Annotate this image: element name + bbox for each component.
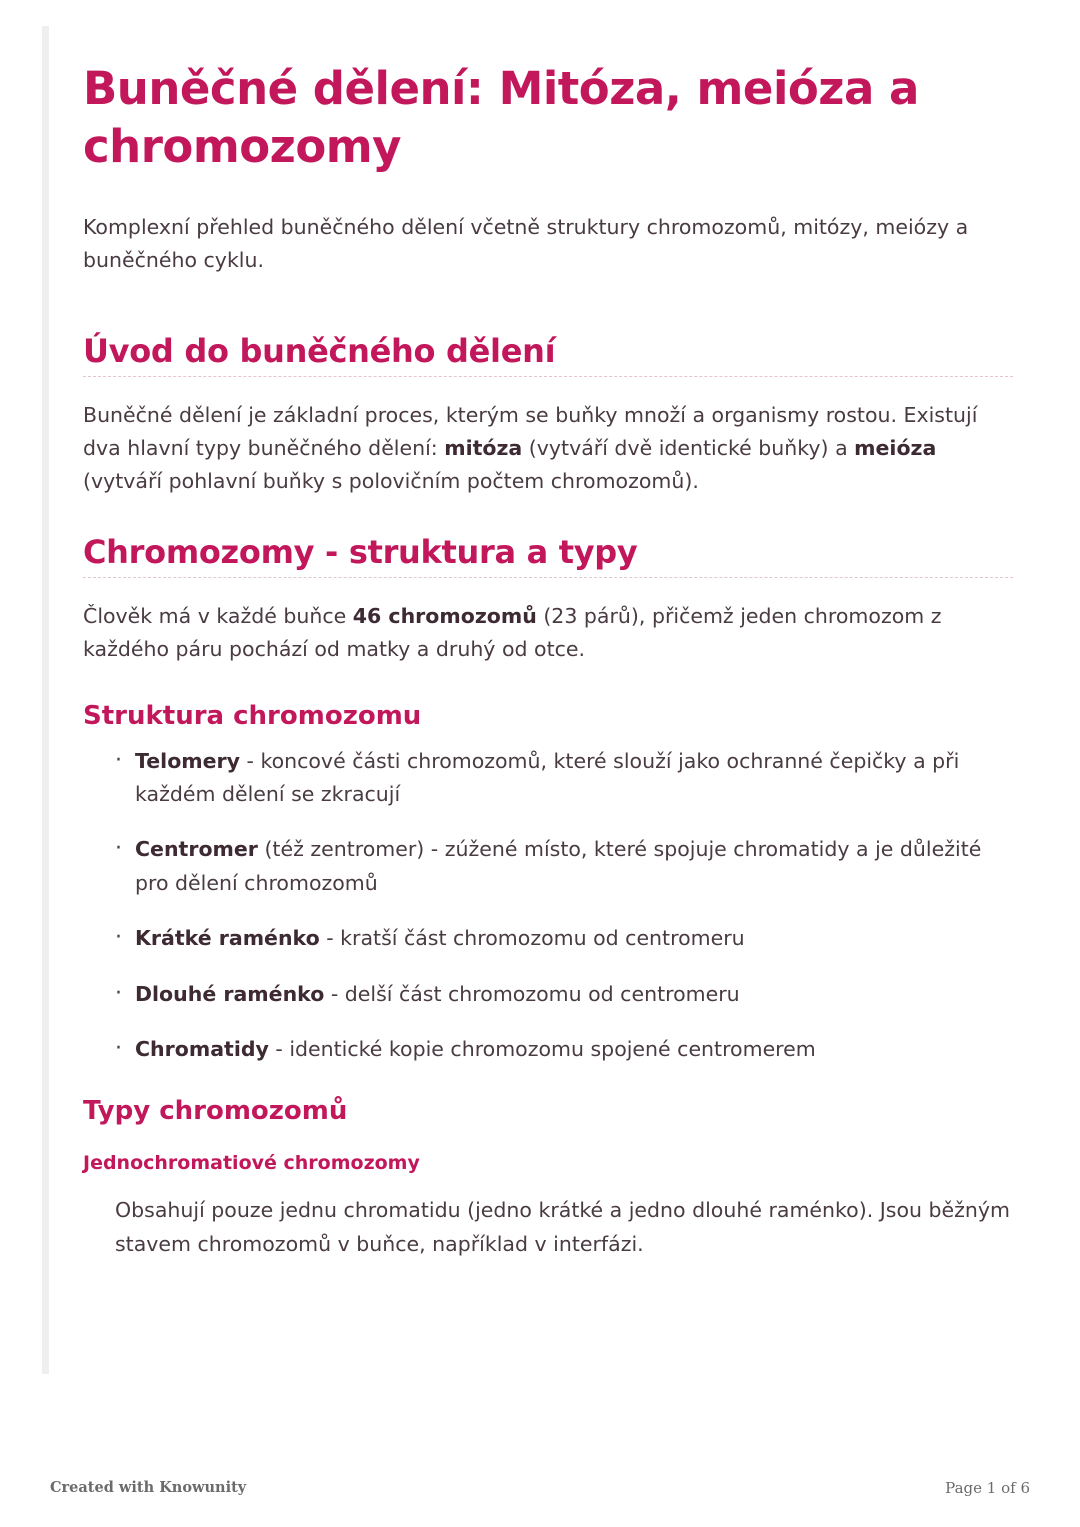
list-item (113, 745, 1013, 812)
document-subtitle: Komplexní přehled buněčného dělení včetně struktury chromozomů, mitózy, meiózy a buněčného cyklu. (83, 215, 969, 273)
subsection-heading-struktura: Struktura chromozomu (83, 700, 422, 731)
text-run: (vytváří pohlavní buňky s polovičním počtem chromozomů). (83, 469, 699, 494)
text-run: (vytváří dvě identické buňky) a (522, 436, 855, 460)
list-item-text: - kratší část chromozomu od centromeru (319, 926, 745, 951)
text-run: Člověk má v každé buňce (83, 603, 353, 628)
minisection-heading-jednochromatiove: Jednochromatiové chromozomy (83, 1152, 420, 1175)
footer-page-number: Page 1 of 6 (945, 1479, 1030, 1497)
section-divider (83, 376, 1013, 377)
document-content (83, 60, 1013, 1261)
list-item-text: - koncové části chromozomů, které slouží jako ochranné čepičky a při každém dělení se zkracují (135, 748, 960, 807)
section-paragraph-chromozomy (83, 600, 1013, 667)
bullet-list-struktura (83, 745, 1013, 1067)
footer-credit: Created with Knowunity (50, 1479, 247, 1496)
list-item (113, 978, 1013, 1011)
list-item-term: Telomery (135, 748, 241, 773)
term-mitoza: mitóza (444, 436, 523, 460)
section-heading-chromozomy: Chromozomy - struktura a typy (83, 532, 638, 571)
minisection-paragraph: Obsahují pouze jednu chromatidu (jedno krátké a jedno dlouhé raménko). Jsou běžným stavem chromozomů v buňce, například v interfázi. (115, 1198, 1011, 1256)
list-item-text: - delší část chromozomu od centromeru (324, 981, 740, 1006)
list-item-term: Chromatidy (135, 1037, 269, 1062)
list-item (113, 1033, 1013, 1066)
list-item-term: Krátké raménko (135, 926, 320, 951)
list-item-text: (též zentromer) - zúžené místo, které spojuje chromatidy a je důležité pro dělení chromozomů (135, 837, 982, 895)
list-item-term: Dlouhé raménko (135, 981, 325, 1006)
text-run: Buněčné dělení je základní proces, kterým se buňky množí a organismy rostou. Existují dva hlavní typy buněčného dělení: (83, 402, 978, 460)
term-46-chromozomu: 46 chromozomů (352, 603, 537, 628)
section-paragraph-uvod (83, 399, 1013, 499)
page-footer (50, 1479, 1030, 1505)
text-run: (23 párů), přičemž jeden chromozom z každého páru pochází od matky a druhý od otce. (83, 603, 942, 662)
page-title: Buněčné dělení: Mitóza, meióza a chromozomy (83, 62, 919, 173)
list-item-text: - identické kopie chromozomu spojené centromerem (268, 1037, 816, 1062)
section-divider (83, 577, 1013, 578)
list-item (113, 922, 1013, 955)
list-item (113, 833, 1013, 900)
section-heading-uvod: Úvod do buněčného dělení (83, 331, 556, 370)
term-meioza: meióza (854, 436, 937, 460)
page-left-rail (42, 26, 49, 1374)
list-item-term: Centromer (135, 837, 258, 862)
subsection-heading-typy: Typy chromozomů (83, 1096, 348, 1127)
